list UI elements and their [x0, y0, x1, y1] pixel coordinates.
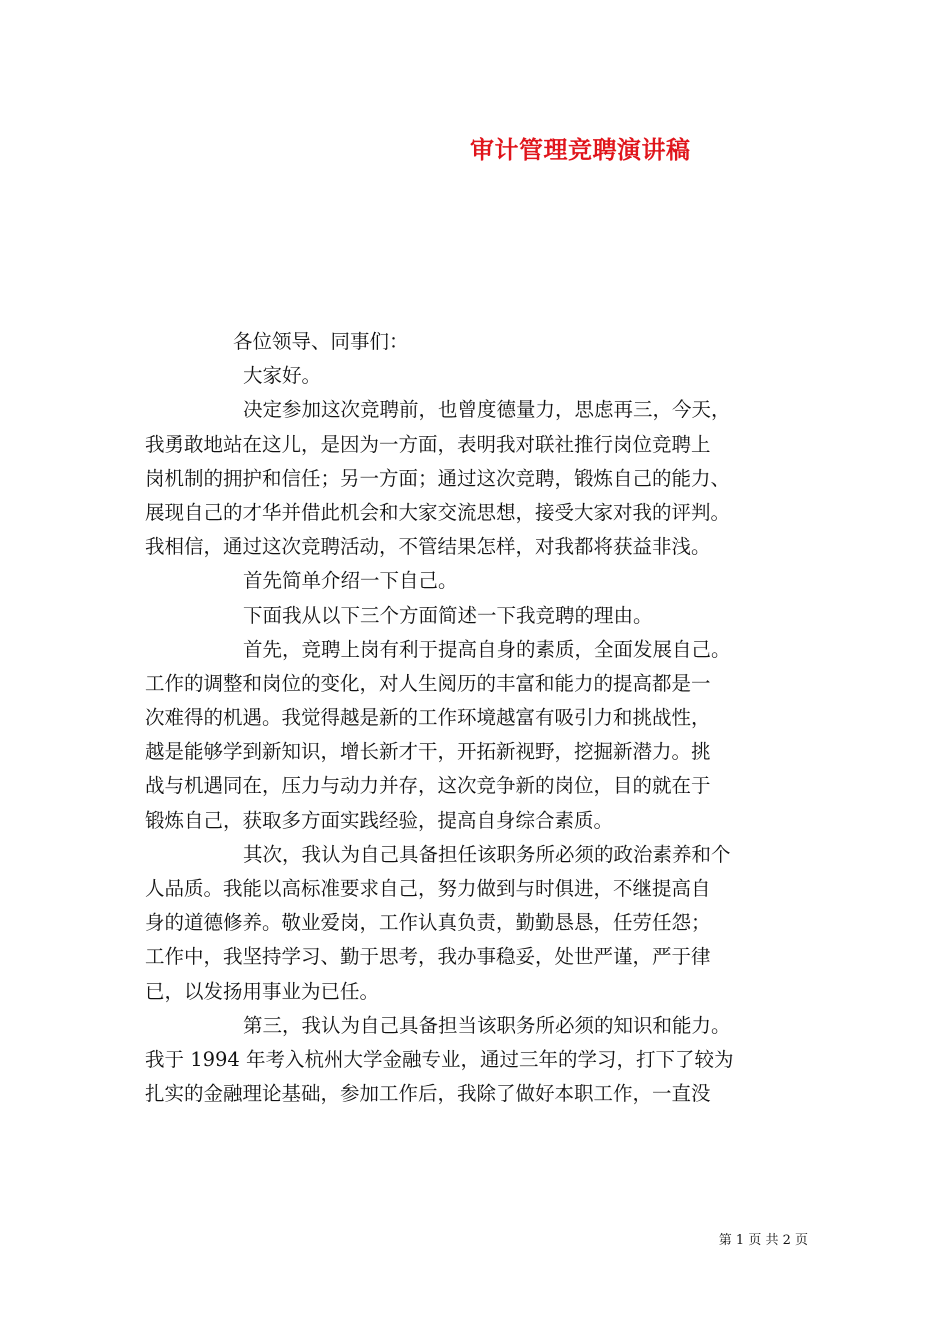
- body-line: 已，以发扬用事业为已任。: [145, 979, 380, 1003]
- body-line: 我相信，通过这次竞聘活动，不管结果怎样，对我都将获益非浅。: [145, 535, 711, 559]
- body-line: 扎实的金融理论基础，参加工作后，我除了做好本职工作，一直没: [145, 1082, 711, 1106]
- body-line: 我于 1994 年考入杭州大学金融专业，通过三年的学习，打下了较为: [145, 1047, 734, 1071]
- body-line: 战与机遇同在，压力与动力并存，这次竞争新的岗位，目的就在于: [145, 774, 711, 798]
- body-line: 展现自己的才华并借此机会和大家交流思想，接受大家对我的评判。: [145, 500, 731, 524]
- paragraph-start-line: 其次，我认为自己具备担任该职务所必须的政治素养和个: [243, 842, 731, 866]
- body-line: 工作中，我坚持学习、勤于思考，我办事稳妥，处世严谨，严于律: [145, 945, 711, 969]
- body-line: 锻炼自己，获取多方面实践经验，提高自身综合素质。: [145, 808, 614, 832]
- paragraph-start-line: 首先，竞聘上岗有利于提高自身的素质，全面发展自己。: [243, 637, 731, 661]
- body-line: 首先简单介绍一下自己。: [243, 569, 458, 593]
- body-line: 岗机制的拥护和信任；另一方面；通过这次竞聘，锻炼自己的能力、: [145, 466, 731, 490]
- body-line: 大家好。: [243, 364, 322, 388]
- body-line: 越是能够学到新知识，增长新才干，开拓新视野，挖掘新潜力。挑: [145, 740, 711, 764]
- body-line: 人品质。我能以高标准要求自己，努力做到与时俱进，不继提高自: [145, 877, 711, 900]
- document-title: 审计管理竞聘演讲稿: [470, 135, 691, 164]
- body-line: 下面我从以下三个方面简述一下我竞聘的理由。: [243, 603, 653, 627]
- page-footer: 第 1 页 共 2 页: [718, 1233, 808, 1248]
- body-line: 次难得的机遇。我觉得越是新的工作环境越富有吸引力和挑战性，: [145, 706, 711, 730]
- paragraph-start-line: 第三，我认为自己具备担当该职务所必须的知识和能力。: [243, 1013, 731, 1037]
- paragraph-start-line: 决定参加这次竞聘前，也曾度德量力，思虑再三，今天，: [243, 398, 731, 422]
- greeting-line: 各位领导、同事们：: [233, 330, 409, 353]
- document-body: [145, 325, 835, 1111]
- body-line: 身的道德修养。敬业爱岗，工作认真负责，勤勤恳恳，任劳任怨；: [145, 911, 711, 935]
- body-line: 我勇敢地站在这儿，是因为一方面，表明我对联社推行岗位竞聘上: [145, 432, 711, 456]
- body-line: 工作的调整和岗位的变化，对人生阅历的丰富和能力的提高都是一: [145, 671, 711, 695]
